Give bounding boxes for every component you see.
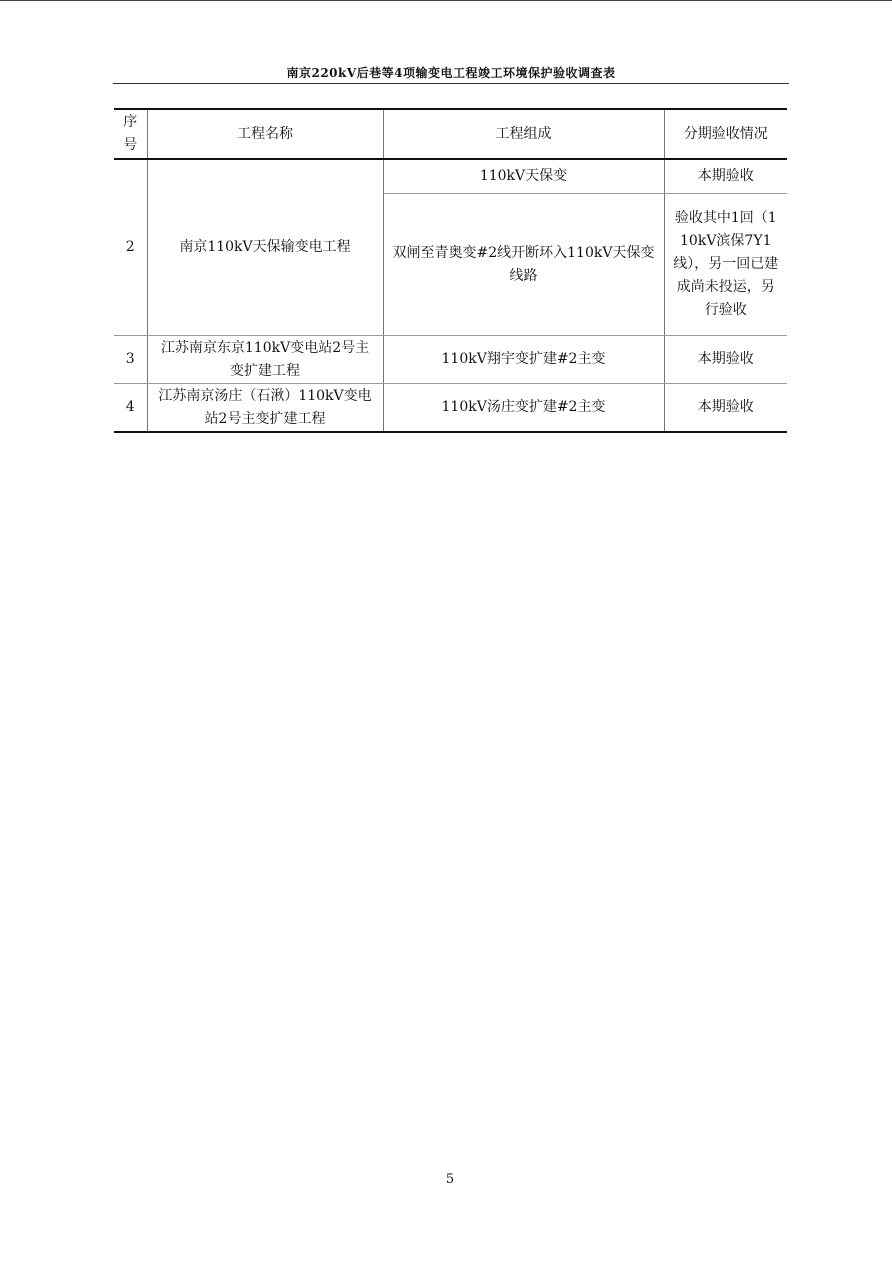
row-composition: 110kV天保变: [383, 159, 664, 194]
row-seq: 2: [114, 159, 147, 336]
row-acceptance: 本期验收: [664, 159, 787, 194]
row-composition: 110kV汤庄变扩建#2主变: [383, 384, 664, 433]
table-row: [114, 336, 787, 384]
row-composition: 110kV翔宇变扩建#2主变: [383, 336, 664, 384]
table-row: [114, 159, 787, 194]
header-rule: [113, 83, 789, 84]
row-acceptance: 验收其中1回（110kV滨保7Y1线），另一回已建成尚未投运，另行验收: [664, 194, 787, 336]
header-project-name: 工程名称: [147, 109, 383, 159]
header-composition: 工程组成: [383, 109, 664, 159]
row-seq: 3: [114, 336, 147, 384]
header-acceptance: 分期验收情况: [664, 109, 787, 159]
table-header-row: [114, 109, 787, 159]
row-acceptance: 本期验收: [664, 336, 787, 384]
row-composition: 双闸至青奥变#2线开断环入110kV天保变线路: [383, 194, 664, 336]
page-number: 5: [445, 1172, 455, 1187]
header-seq: 序号: [114, 109, 147, 159]
row-project-name: 江苏南京汤庄（石湫）110kV变电站2号主变扩建工程: [147, 384, 383, 433]
row-acceptance: 本期验收: [664, 384, 787, 433]
acceptance-table: [114, 108, 787, 433]
page-top-border: [0, 0, 892, 1]
row-project-name: 南京110kV天保输变电工程: [147, 159, 383, 336]
running-header: 南京220kV后巷等4项输变电工程竣工环境保护验收调查表: [286, 66, 616, 80]
row-seq: 4: [114, 384, 147, 433]
table-row: [114, 384, 787, 433]
row-project-name: 江苏南京东京110kV变电站2号主变扩建工程: [147, 336, 383, 384]
